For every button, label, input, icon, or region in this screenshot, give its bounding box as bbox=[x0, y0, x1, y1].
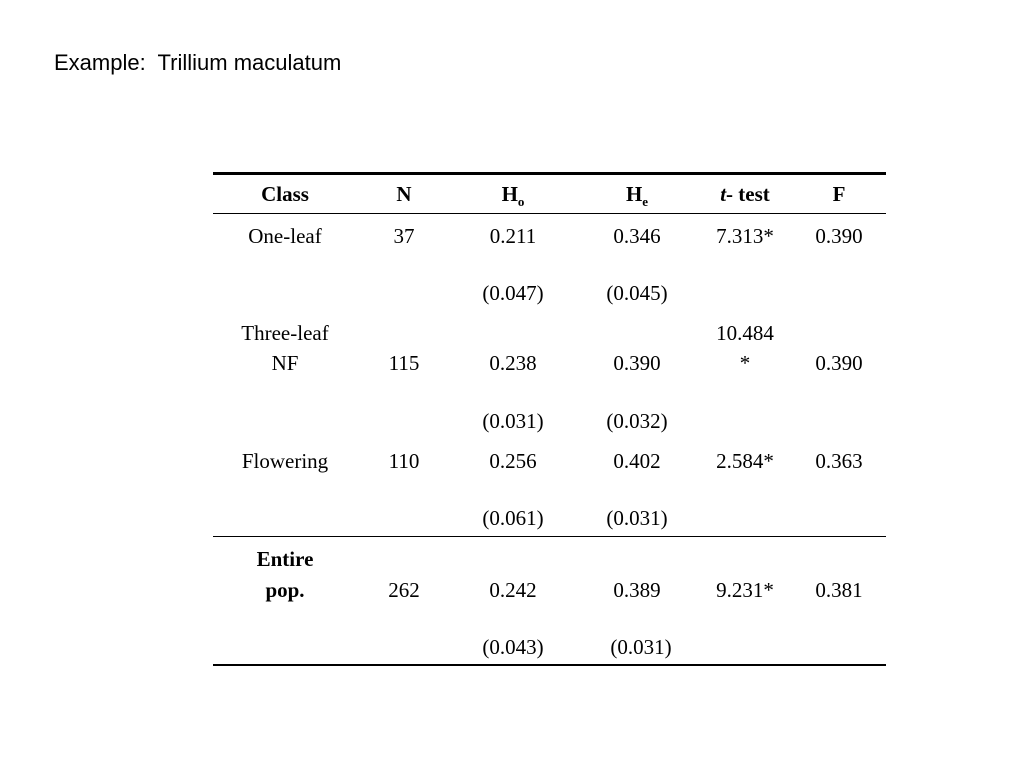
header-ho-main: H bbox=[501, 182, 518, 206]
row4-class-line1: Entire bbox=[256, 547, 314, 571]
row4-t-test: 9.231* bbox=[716, 578, 774, 602]
header-t-italic: t bbox=[720, 182, 727, 206]
row2-n: 115 bbox=[388, 351, 420, 375]
row3-n: 110 bbox=[388, 449, 420, 473]
row2-ho: 0.238 bbox=[489, 351, 537, 375]
row2-t-test-line1: 10.484 bbox=[716, 321, 774, 345]
row2-he-se: (0.032) bbox=[606, 409, 668, 433]
row2-class-line1: Three-leaf bbox=[241, 321, 329, 345]
table-header-rule bbox=[213, 213, 886, 214]
row1-he: 0.346 bbox=[613, 224, 661, 248]
row1-f: 0.390 bbox=[815, 224, 863, 248]
row4-ho: 0.242 bbox=[489, 578, 537, 602]
table-total-rule bbox=[213, 536, 886, 537]
header-ho-subscript: o bbox=[517, 194, 525, 209]
row3-ho-se: (0.061) bbox=[482, 506, 544, 530]
row3-class: Flowering bbox=[241, 449, 329, 473]
row4-class-line2: pop. bbox=[265, 578, 305, 602]
row1-class: One-leaf bbox=[248, 224, 322, 248]
header-t-rest: - test bbox=[726, 182, 770, 206]
row2-he: 0.390 bbox=[613, 351, 661, 375]
row4-n: 262 bbox=[388, 578, 420, 602]
header-he bbox=[577, 180, 697, 209]
row3-ho: 0.256 bbox=[489, 449, 537, 473]
row1-ho: 0.211 bbox=[489, 224, 537, 248]
row2-t-test-line2: * bbox=[739, 351, 751, 375]
row1-ho-se: (0.047) bbox=[482, 281, 544, 305]
row3-he: 0.402 bbox=[613, 449, 661, 473]
row3-t-test: 2.584* bbox=[716, 449, 774, 473]
row3-he-se: (0.031) bbox=[606, 506, 668, 530]
row4-he: 0.389 bbox=[613, 578, 661, 602]
row1-he-se: (0.045) bbox=[606, 281, 668, 305]
row4-ho-se: (0.043) bbox=[482, 635, 544, 659]
header-class: Class bbox=[261, 182, 309, 206]
header-n: N bbox=[396, 182, 412, 206]
row3-f: 0.363 bbox=[815, 449, 863, 473]
row1-t-test: 7.313* bbox=[716, 224, 774, 248]
table-bottom-rule bbox=[213, 664, 886, 666]
header-f: F bbox=[832, 182, 846, 206]
row4-he-se: (0.031) bbox=[610, 635, 672, 659]
row1-n: 37 bbox=[393, 224, 415, 248]
row4-f: 0.381 bbox=[815, 578, 863, 602]
row2-class-line2: NF bbox=[271, 351, 299, 375]
header-ho bbox=[453, 180, 573, 209]
row2-f: 0.390 bbox=[815, 351, 863, 375]
header-he-subscript: e bbox=[642, 194, 649, 209]
table-top-rule bbox=[213, 172, 886, 175]
slide-title: Example: Trillium maculatum bbox=[54, 50, 342, 75]
header-he-main: H bbox=[625, 182, 643, 206]
header-t-test bbox=[699, 180, 791, 209]
row2-ho-se: (0.031) bbox=[482, 409, 544, 433]
